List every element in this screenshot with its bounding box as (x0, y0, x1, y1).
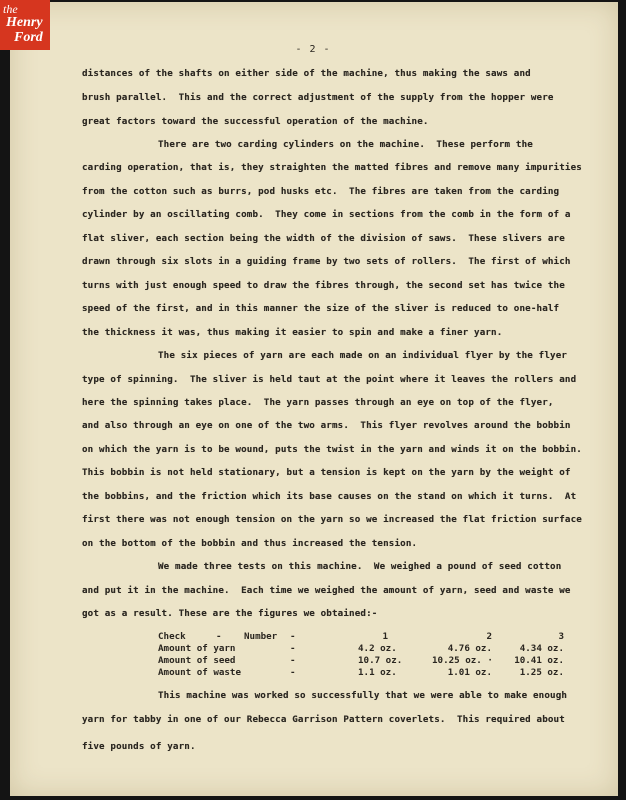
row-value-2: 4.76 oz. (447, 643, 492, 654)
row-dash: - (290, 655, 296, 666)
table-header-row (0, 631, 626, 643)
text-line: five pounds of yarn. (82, 741, 196, 752)
text-line: on the bottom of the bobbin and thus increased the tension. (82, 538, 418, 549)
text-line: turns with just enough speed to draw the fibres through, the second set has twice the (82, 280, 565, 291)
text-line: first there was not enough tension on the yarn so we increased the flat friction surface (82, 514, 582, 525)
logo-line-3: Ford (14, 30, 43, 45)
logo-line-1: the (3, 2, 18, 16)
text-line: The six pieces of yarn are each made on an individual flyer by the flyer (158, 350, 568, 361)
row-value-1: 1.1 oz. (358, 667, 397, 678)
text-line: got as a result. These are the figures we obtained:- (82, 608, 378, 619)
row-dash: - (290, 643, 296, 654)
header-col-1: 1 (382, 631, 388, 642)
header-check: Check (158, 631, 186, 642)
row-label: Amount of waste (158, 667, 241, 678)
text-line: great factors toward the successful operation of the machine. (82, 116, 429, 127)
text-line: from the cotton such as burrs, pod husks etc. The fibres are taken from the carding (82, 186, 560, 197)
row-value-3: 10.41 oz. (514, 655, 564, 666)
text-line: cylinder by an oscillating comb. They come in sections from the comb in the form of a (82, 209, 571, 220)
header-dash: - (216, 631, 222, 642)
row-value-1: 4.2 oz. (358, 643, 397, 654)
text-line: the thickness it was, thus making it easier to spin and make a finer yarn. (82, 327, 503, 338)
text-line: carding operation, that is, they straighten the matted fibres and remove many impurities (82, 162, 582, 173)
row-label: Amount of seed (158, 655, 236, 666)
text-line: the bobbins, and the friction which its base causes on the stand on which it turns. At (82, 491, 577, 502)
henry-ford-logo (0, 0, 50, 50)
text-line: This machine was worked so successfully that we were able to make enough (158, 690, 568, 701)
text-line: type of spinning. The sliver is held taut at the point where it leaves the rollers and (82, 374, 577, 385)
header-dash-2: - (290, 631, 296, 642)
row-value-2: 1.01 oz. (447, 667, 492, 678)
text-line: on which the yarn is to be wound, puts the twist in the yarn and winds it on the bobbin. (82, 444, 582, 455)
logo-line-2: Henry (6, 15, 43, 30)
text-line: and put it in the machine. Each time we weighed the amount of yarn, seed and waste we (82, 585, 571, 596)
text-line: There are two carding cylinders on the machine. These perform the (158, 139, 533, 150)
row-value-2: 10.25 oz. · (432, 655, 493, 666)
row-value-1: 10.7 oz. (358, 655, 403, 666)
table-row (0, 643, 626, 655)
row-value-3: 1.25 oz. (519, 667, 564, 678)
text-line: We made three tests on this machine. We weighed a pound of seed cotton (158, 561, 562, 572)
page-number: - 2 - (295, 44, 331, 55)
row-dash: - (290, 667, 296, 678)
row-label: Amount of yarn (158, 643, 236, 654)
text-line: flat sliver, each section being the width of the division of saws. These slivers are (82, 233, 565, 244)
text-line: and also through an eye on one of the two arms. This flyer revolves around the bobbin (82, 420, 571, 431)
text-line: distances of the shafts on either side of the machine, thus making the saws and (82, 68, 531, 79)
header-col-2: 2 (486, 631, 492, 642)
text-line: This bobbin is not held stationary, but a tension is kept on the yarn by the weight of (82, 467, 571, 478)
text-line: speed of the first, and in this manner the size of the sliver is reduced to one-half (82, 303, 560, 314)
header-col-3: 3 (558, 631, 564, 642)
row-value-3: 4.34 oz. (519, 643, 564, 654)
text-line: yarn for tabby in one of our Rebecca Garrison Pattern coverlets. This required about (82, 714, 565, 725)
text-line: here the spinning takes place. The yarn passes through an eye on top of the flyer, (82, 397, 554, 408)
text-line: brush parallel. This and the correct adjustment of the supply from the hopper were (82, 92, 554, 103)
table-row (0, 667, 626, 679)
header-number: Number (244, 631, 278, 642)
table-row (0, 655, 626, 667)
text-line: drawn through six slots in a guiding frame by two sets of rollers. The first of which (82, 256, 571, 267)
